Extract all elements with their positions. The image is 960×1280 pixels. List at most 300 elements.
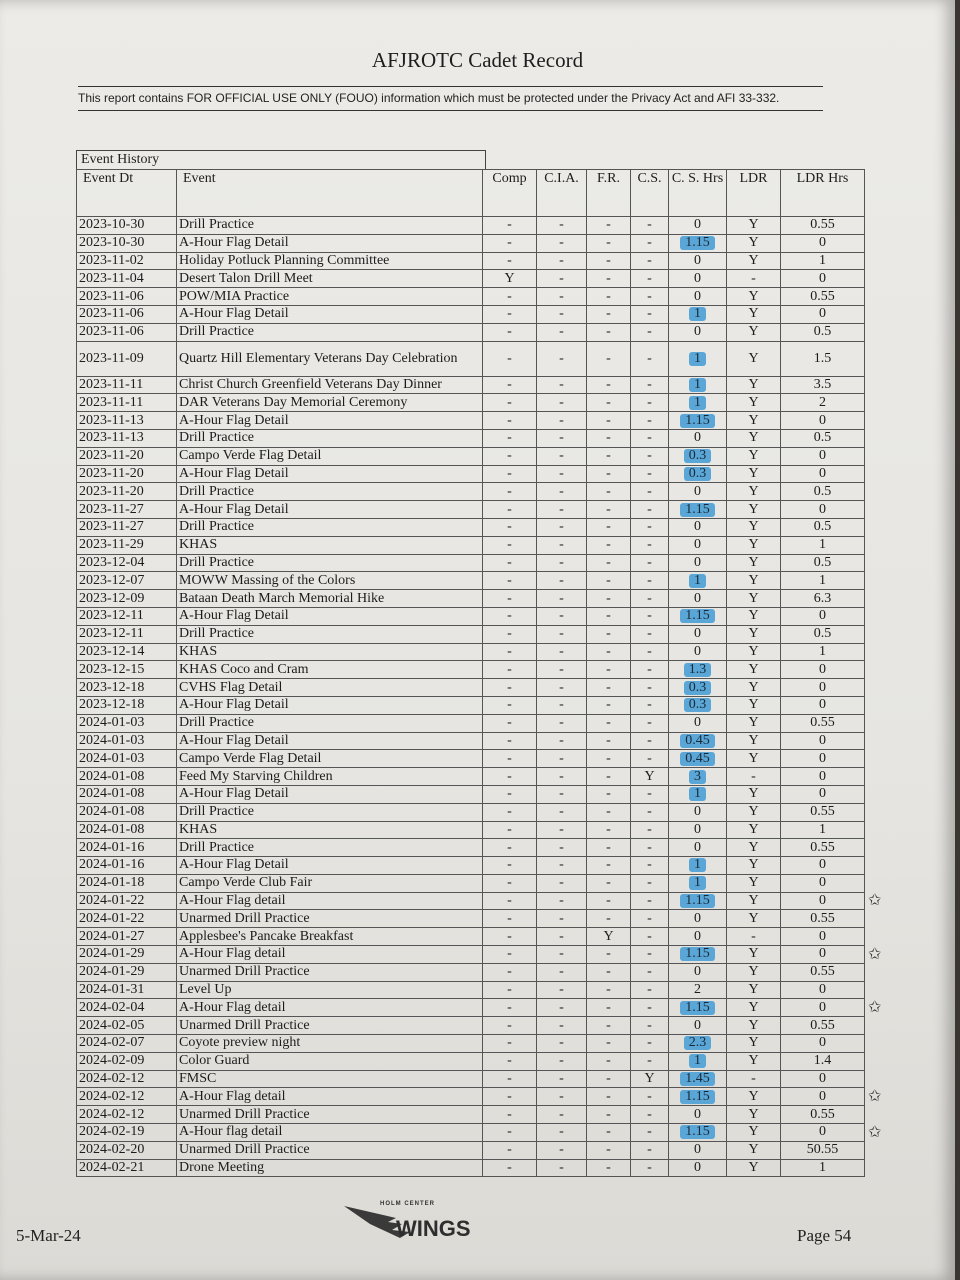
- event-name-cell: Campo Verde Flag Detail: [177, 750, 483, 768]
- cs-cell: -: [631, 981, 669, 999]
- table-row: [77, 483, 865, 501]
- highlighted-hours: 0.45: [680, 752, 715, 766]
- highlighted-hours: 1: [689, 307, 706, 321]
- highlighted-hours: 1: [689, 858, 706, 872]
- cs-hrs-cell: 0: [669, 643, 727, 661]
- ldr-cell: Y: [727, 1124, 781, 1142]
- event-name-cell: Applesbee's Pancake Breakfast: [177, 928, 483, 946]
- ldr-hrs-cell: 1: [781, 821, 865, 839]
- col-header-event: Event: [177, 170, 483, 217]
- table-row: [77, 394, 865, 412]
- cs-hrs-cell: 0: [669, 323, 727, 341]
- highlighted-hours: 1: [689, 378, 706, 392]
- fr-cell: -: [587, 963, 631, 981]
- event-name-cell: Level Up: [177, 981, 483, 999]
- ldr-hrs-cell: 0.55: [781, 288, 865, 306]
- ldr-cell: Y: [727, 217, 781, 235]
- ldr-cell: Y: [727, 679, 781, 697]
- cia-cell: -: [537, 288, 587, 306]
- event-name-cell: DAR Veterans Day Memorial Ceremony: [177, 394, 483, 412]
- ldr-cell: Y: [727, 661, 781, 679]
- cia-cell: -: [537, 554, 587, 572]
- ldr-hrs-cell: 0: [781, 1070, 865, 1088]
- cia-cell: -: [537, 1070, 587, 1088]
- cs-cell: -: [631, 590, 669, 608]
- cia-cell: -: [537, 590, 587, 608]
- ldr-hrs-cell: 0: [781, 732, 865, 750]
- event-date-cell: 2023-11-20: [77, 483, 177, 501]
- event-date-cell: 2023-12-14: [77, 643, 177, 661]
- fr-cell: -: [587, 679, 631, 697]
- cia-cell: -: [537, 696, 587, 714]
- fr-cell: -: [587, 750, 631, 768]
- event-name-cell: Drill Practice: [177, 839, 483, 857]
- cs-hrs-cell: [669, 768, 727, 786]
- event-name-cell: Quartz Hill Elementary Veterans Day Celebration: [177, 341, 483, 376]
- cs-hrs-cell: [669, 234, 727, 252]
- ldr-cell: Y: [727, 981, 781, 999]
- comp-cell: -: [483, 234, 537, 252]
- fr-cell: -: [587, 429, 631, 447]
- cs-cell: -: [631, 714, 669, 732]
- comp-cell: -: [483, 928, 537, 946]
- cs-hrs-cell: 0: [669, 1141, 727, 1159]
- table-row: [77, 625, 865, 643]
- ldr-cell: Y: [727, 1088, 781, 1106]
- cia-cell: -: [537, 376, 587, 394]
- cs-hrs-cell: [669, 679, 727, 697]
- cia-cell: -: [537, 963, 587, 981]
- highlighted-hours: 1.15: [680, 1125, 715, 1139]
- comp-cell: Y: [483, 270, 537, 288]
- ldr-hrs-cell: 0.5: [781, 429, 865, 447]
- event-date-cell: 2024-01-16: [77, 857, 177, 875]
- event-name-cell: CVHS Flag Detail: [177, 679, 483, 697]
- event-date-cell: 2024-01-31: [77, 981, 177, 999]
- ldr-cell: Y: [727, 518, 781, 536]
- event-name-cell: KHAS: [177, 821, 483, 839]
- event-date-cell: 2023-11-27: [77, 518, 177, 536]
- event-date-cell: 2024-02-19: [77, 1124, 177, 1142]
- fr-cell: -: [587, 625, 631, 643]
- cs-hrs-cell: [669, 732, 727, 750]
- table-row: [77, 1088, 865, 1106]
- fr-cell: -: [587, 607, 631, 625]
- event-date-cell: 2023-11-27: [77, 501, 177, 519]
- ldr-cell: Y: [727, 501, 781, 519]
- table-header-row: [77, 170, 865, 217]
- event-name-cell: Drill Practice: [177, 518, 483, 536]
- ldr-cell: Y: [727, 341, 781, 376]
- fr-cell: -: [587, 803, 631, 821]
- highlighted-hours: 1.3: [684, 663, 712, 677]
- event-date-cell: 2024-01-03: [77, 732, 177, 750]
- cia-cell: -: [537, 643, 587, 661]
- ldr-hrs-cell: 0.55: [781, 1017, 865, 1035]
- cia-cell: -: [537, 305, 587, 323]
- table-row: [77, 857, 865, 875]
- cs-hrs-cell: 0: [669, 590, 727, 608]
- ldr-cell: Y: [727, 1017, 781, 1035]
- table-row: [77, 323, 865, 341]
- comp-cell: -: [483, 1035, 537, 1053]
- ldr-cell: Y: [727, 483, 781, 501]
- fr-cell: -: [587, 572, 631, 590]
- cs-hrs-cell: 0: [669, 839, 727, 857]
- event-name-cell: KHAS: [177, 643, 483, 661]
- event-date-cell: 2024-02-12: [77, 1106, 177, 1124]
- ldr-hrs-cell: 0.55: [781, 839, 865, 857]
- event-name-cell: Unarmed Drill Practice: [177, 1106, 483, 1124]
- comp-cell: -: [483, 750, 537, 768]
- section-label: Event History: [76, 150, 486, 169]
- cia-cell: -: [537, 323, 587, 341]
- cs-hrs-cell: [669, 501, 727, 519]
- ldr-cell: Y: [727, 821, 781, 839]
- event-name-cell: Drill Practice: [177, 803, 483, 821]
- cia-cell: -: [537, 679, 587, 697]
- ldr-cell: -: [727, 270, 781, 288]
- cs-hrs-cell: [669, 750, 727, 768]
- ldr-cell: Y: [727, 696, 781, 714]
- cia-cell: -: [537, 252, 587, 270]
- cs-hrs-cell: [669, 447, 727, 465]
- ldr-cell: Y: [727, 946, 781, 964]
- comp-cell: -: [483, 252, 537, 270]
- fr-cell: -: [587, 217, 631, 235]
- event-name-cell: Unarmed Drill Practice: [177, 1017, 483, 1035]
- cs-hrs-cell: 0: [669, 429, 727, 447]
- event-name-cell: Drill Practice: [177, 429, 483, 447]
- ldr-hrs-cell: 0: [781, 999, 865, 1017]
- event-date-cell: 2023-11-13: [77, 429, 177, 447]
- comp-cell: -: [483, 376, 537, 394]
- cs-hrs-cell: [669, 607, 727, 625]
- ldr-hrs-cell: 0: [781, 1124, 865, 1142]
- ldr-hrs-cell: 0: [781, 234, 865, 252]
- event-name-cell: Color Guard: [177, 1052, 483, 1070]
- event-date-cell: 2024-01-03: [77, 750, 177, 768]
- ldr-hrs-cell: 0: [781, 981, 865, 999]
- event-name-cell: Unarmed Drill Practice: [177, 963, 483, 981]
- fr-cell: -: [587, 874, 631, 892]
- cia-cell: -: [537, 447, 587, 465]
- event-date-cell: 2024-02-20: [77, 1141, 177, 1159]
- cia-cell: -: [537, 412, 587, 430]
- event-date-cell: 2023-11-20: [77, 465, 177, 483]
- cia-cell: -: [537, 1035, 587, 1053]
- comp-cell: -: [483, 412, 537, 430]
- comp-cell: -: [483, 714, 537, 732]
- ldr-hrs-cell: 0: [781, 892, 865, 910]
- highlighted-hours: 1.15: [680, 1090, 715, 1104]
- event-date-cell: 2024-01-29: [77, 963, 177, 981]
- fr-cell: -: [587, 1124, 631, 1142]
- comp-cell: -: [483, 447, 537, 465]
- cs-cell: -: [631, 892, 669, 910]
- fr-cell: -: [587, 465, 631, 483]
- table-row: [77, 750, 865, 768]
- ldr-hrs-cell: 0.5: [781, 554, 865, 572]
- ldr-hrs-cell: 0: [781, 750, 865, 768]
- comp-cell: -: [483, 661, 537, 679]
- ldr-cell: Y: [727, 288, 781, 306]
- comp-cell: -: [483, 465, 537, 483]
- cia-cell: -: [537, 910, 587, 928]
- event-date-cell: 2023-11-11: [77, 376, 177, 394]
- table-row: [77, 1141, 865, 1159]
- event-name-cell: Unarmed Drill Practice: [177, 910, 483, 928]
- cs-cell: -: [631, 376, 669, 394]
- event-date-cell: 2024-01-08: [77, 803, 177, 821]
- fr-cell: -: [587, 1017, 631, 1035]
- ldr-cell: -: [727, 928, 781, 946]
- event-name-cell: A-Hour Flag detail: [177, 946, 483, 964]
- table-row: [77, 341, 865, 376]
- event-name-cell: A-Hour Flag Detail: [177, 305, 483, 323]
- cia-cell: -: [537, 1088, 587, 1106]
- cs-cell: -: [631, 1124, 669, 1142]
- fr-cell: -: [587, 234, 631, 252]
- table-row: [77, 554, 865, 572]
- event-name-cell: Feed My Starving Children: [177, 768, 483, 786]
- ldr-cell: Y: [727, 376, 781, 394]
- fr-cell: -: [587, 518, 631, 536]
- cia-cell: -: [537, 1141, 587, 1159]
- event-name-cell: A-Hour Flag Detail: [177, 501, 483, 519]
- table-row: [77, 963, 865, 981]
- fr-cell: -: [587, 394, 631, 412]
- table-row: [77, 661, 865, 679]
- ldr-hrs-cell: 0.5: [781, 323, 865, 341]
- table-row: [77, 981, 865, 999]
- cs-hrs-cell: [669, 696, 727, 714]
- cs-cell: -: [631, 270, 669, 288]
- ldr-cell: Y: [727, 785, 781, 803]
- event-name-cell: Drill Practice: [177, 554, 483, 572]
- comp-cell: -: [483, 1070, 537, 1088]
- cs-hrs-cell: 0: [669, 910, 727, 928]
- ldr-cell: Y: [727, 1035, 781, 1053]
- cs-cell: -: [631, 785, 669, 803]
- cia-cell: -: [537, 892, 587, 910]
- ldr-cell: Y: [727, 323, 781, 341]
- fr-cell: -: [587, 412, 631, 430]
- ldr-cell: Y: [727, 394, 781, 412]
- ldr-hrs-cell: 1: [781, 572, 865, 590]
- cia-cell: -: [537, 714, 587, 732]
- event-date-cell: 2023-11-04: [77, 270, 177, 288]
- comp-cell: -: [483, 1106, 537, 1124]
- event-date-cell: 2024-01-29: [77, 946, 177, 964]
- table-row: [77, 803, 865, 821]
- ldr-cell: Y: [727, 412, 781, 430]
- cia-cell: -: [537, 270, 587, 288]
- cia-cell: -: [537, 999, 587, 1017]
- cia-cell: -: [537, 465, 587, 483]
- cs-cell: -: [631, 821, 669, 839]
- cs-cell: -: [631, 803, 669, 821]
- cs-cell: -: [631, 394, 669, 412]
- cs-hrs-cell: [669, 1035, 727, 1053]
- fr-cell: -: [587, 999, 631, 1017]
- cia-cell: -: [537, 1052, 587, 1070]
- ldr-hrs-cell: 1: [781, 536, 865, 554]
- event-date-cell: 2023-10-30: [77, 234, 177, 252]
- ldr-hrs-cell: 0.55: [781, 963, 865, 981]
- cs-hrs-cell: [669, 376, 727, 394]
- ldr-cell: Y: [727, 874, 781, 892]
- cia-cell: -: [537, 234, 587, 252]
- event-date-cell: 2023-12-11: [77, 607, 177, 625]
- comp-cell: -: [483, 341, 537, 376]
- table-row: [77, 270, 865, 288]
- event-date-cell: 2023-11-02: [77, 252, 177, 270]
- cs-hrs-cell: [669, 892, 727, 910]
- cs-cell: -: [631, 1088, 669, 1106]
- comp-cell: -: [483, 946, 537, 964]
- cs-hrs-cell: 0: [669, 714, 727, 732]
- table-row: [77, 252, 865, 270]
- ldr-hrs-cell: 0.55: [781, 803, 865, 821]
- highlighted-hours: 0.3: [684, 449, 712, 463]
- fr-cell: -: [587, 696, 631, 714]
- table-row: [77, 696, 865, 714]
- cia-cell: -: [537, 341, 587, 376]
- event-date-cell: 2024-02-12: [77, 1088, 177, 1106]
- table-row: [77, 732, 865, 750]
- cs-hrs-cell: 0: [669, 252, 727, 270]
- ldr-hrs-cell: 0.55: [781, 1106, 865, 1124]
- ldr-cell: Y: [727, 252, 781, 270]
- cs-hrs-cell: 0: [669, 518, 727, 536]
- ldr-cell: Y: [727, 572, 781, 590]
- col-header-comp: Comp: [483, 170, 537, 217]
- table-row: [77, 1035, 865, 1053]
- comp-cell: -: [483, 305, 537, 323]
- event-date-cell: 2023-11-13: [77, 412, 177, 430]
- cs-cell: -: [631, 643, 669, 661]
- fr-cell: -: [587, 892, 631, 910]
- fr-cell: -: [587, 252, 631, 270]
- cs-cell: -: [631, 252, 669, 270]
- cia-cell: -: [537, 1017, 587, 1035]
- star-doodle-icon: ✩: [868, 996, 882, 1016]
- fr-cell: -: [587, 946, 631, 964]
- ldr-hrs-cell: 0: [781, 679, 865, 697]
- fr-cell: -: [587, 590, 631, 608]
- table-row: [77, 518, 865, 536]
- cia-cell: -: [537, 518, 587, 536]
- ldr-hrs-cell: 0: [781, 501, 865, 519]
- comp-cell: -: [483, 732, 537, 750]
- cs-hrs-cell: 0: [669, 821, 727, 839]
- cia-cell: -: [537, 501, 587, 519]
- cs-hrs-cell: 0: [669, 928, 727, 946]
- table-row: [77, 447, 865, 465]
- ldr-hrs-cell: 0.55: [781, 217, 865, 235]
- ldr-hrs-cell: 0: [781, 874, 865, 892]
- fr-cell: -: [587, 981, 631, 999]
- cia-cell: -: [537, 981, 587, 999]
- cs-cell: -: [631, 483, 669, 501]
- ldr-hrs-cell: 0: [781, 412, 865, 430]
- ldr-hrs-cell: 1.4: [781, 1052, 865, 1070]
- cs-hrs-cell: [669, 412, 727, 430]
- ldr-cell: Y: [727, 625, 781, 643]
- event-name-cell: A-Hour Flag Detail: [177, 234, 483, 252]
- cs-cell: -: [631, 1106, 669, 1124]
- star-doodle-icon: ✩: [868, 1121, 882, 1141]
- comp-cell: -: [483, 483, 537, 501]
- cia-cell: -: [537, 732, 587, 750]
- event-date-cell: 2024-02-21: [77, 1159, 177, 1177]
- footer-date: 5-Mar-24: [16, 1226, 81, 1245]
- ldr-hrs-cell: 0: [781, 946, 865, 964]
- cia-cell: -: [537, 874, 587, 892]
- event-date-cell: 2023-11-20: [77, 447, 177, 465]
- event-name-cell: Drill Practice: [177, 483, 483, 501]
- col-header-cia: C.I.A.: [537, 170, 587, 217]
- cs-cell: -: [631, 928, 669, 946]
- event-name-cell: A-Hour Flag detail: [177, 999, 483, 1017]
- event-date-cell: 2023-12-07: [77, 572, 177, 590]
- event-rows: [77, 217, 865, 1177]
- comp-cell: -: [483, 768, 537, 786]
- cs-cell: -: [631, 429, 669, 447]
- cs-hrs-cell: 0: [669, 483, 727, 501]
- cs-cell: -: [631, 839, 669, 857]
- event-name-cell: A-Hour Flag Detail: [177, 696, 483, 714]
- event-date-cell: 2023-12-18: [77, 696, 177, 714]
- cs-cell: -: [631, 234, 669, 252]
- cs-hrs-cell: [669, 1088, 727, 1106]
- table-row: [77, 1070, 865, 1088]
- col-header-fr: F.R.: [587, 170, 631, 217]
- comp-cell: -: [483, 981, 537, 999]
- event-date-cell: 2024-01-08: [77, 821, 177, 839]
- highlighted-hours: 1: [689, 574, 706, 588]
- cs-cell: -: [631, 341, 669, 376]
- highlighted-hours: 1.15: [680, 503, 715, 517]
- comp-cell: -: [483, 821, 537, 839]
- cs-cell: -: [631, 217, 669, 235]
- table-row: [77, 590, 865, 608]
- fr-cell: -: [587, 821, 631, 839]
- cs-cell: -: [631, 536, 669, 554]
- col-header-cs-hrs: C. S. Hrs: [669, 170, 727, 217]
- event-date-cell: 2023-11-29: [77, 536, 177, 554]
- ldr-cell: Y: [727, 536, 781, 554]
- event-name-cell: Drill Practice: [177, 714, 483, 732]
- cs-cell: -: [631, 750, 669, 768]
- cs-hrs-cell: 0: [669, 554, 727, 572]
- cs-hrs-cell: [669, 874, 727, 892]
- event-name-cell: A-Hour Flag Detail: [177, 412, 483, 430]
- comp-cell: -: [483, 643, 537, 661]
- fr-cell: -: [587, 536, 631, 554]
- cs-cell: -: [631, 874, 669, 892]
- fr-cell: -: [587, 305, 631, 323]
- highlighted-hours: 1: [689, 396, 706, 410]
- comp-cell: -: [483, 679, 537, 697]
- event-name-cell: A-Hour flag detail: [177, 1124, 483, 1142]
- star-doodle-icon: ✩: [868, 890, 882, 910]
- comp-cell: -: [483, 1017, 537, 1035]
- table-row: [77, 465, 865, 483]
- event-date-cell: 2024-01-22: [77, 910, 177, 928]
- cs-hrs-cell: [669, 857, 727, 875]
